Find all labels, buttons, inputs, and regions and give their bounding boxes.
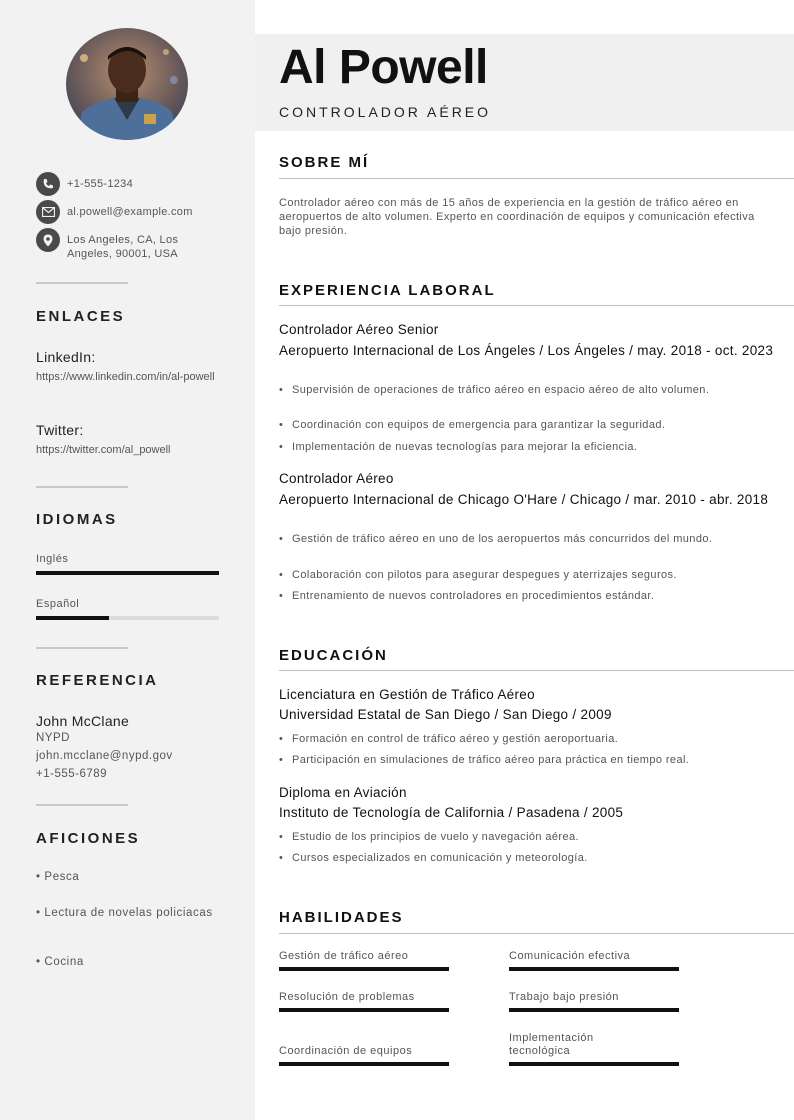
skill-bar <box>279 1062 449 1066</box>
language-bar-fill <box>36 616 109 620</box>
skill-name: Implementación tecnológica <box>509 1032 594 1057</box>
job-bullet: • Colaboración con pilotos para asegurar despegues y aterrizajes seguros. <box>279 568 762 582</box>
contact-address: Los Angeles, CA, Los Angeles, 90001, USA <box>67 234 179 260</box>
phone-icon <box>36 172 60 196</box>
education-title: EDUCACIÓN <box>279 647 388 664</box>
job-bullet: • Implementación de nuevas tecnologías para mejorar la eficiencia. <box>279 440 762 454</box>
twitter-label: Twitter: <box>36 422 84 438</box>
divider <box>36 804 128 806</box>
reference-phone[interactable]: +1-555-6789 <box>36 768 108 780</box>
degree-school: Instituto de Tecnología de California / Pasadena / 2005 <box>279 805 624 820</box>
degree-school: Universidad Estatal de San Diego / San Diego / 2009 <box>279 707 612 722</box>
degree-bullet: • Cursos especializados en comunicación y meteorología. <box>279 851 762 865</box>
degree-title: Licenciatura en Gestión de Tráfico Aéreo <box>279 687 535 702</box>
skill-name: Trabajo bajo presión <box>509 991 619 1003</box>
twitter-url[interactable]: https://twitter.com/al_powell <box>36 444 171 456</box>
reference-name: John McClane <box>36 713 130 729</box>
linkedin-label: LinkedIn: <box>36 349 96 365</box>
languages-title: IDIOMAS <box>36 511 118 528</box>
contact-email[interactable]: al.powell@example.com <box>67 206 193 218</box>
divider <box>36 486 128 488</box>
job-bullet: • Entrenamiento de nuevos controladores en procedimientos estándar. <box>279 589 762 603</box>
skill-name: Comunicación efectiva <box>509 950 631 962</box>
section-rule <box>279 670 794 671</box>
hobby-item: • Lectura de novelas policiacas <box>36 907 213 919</box>
skill-bar <box>279 1008 449 1012</box>
sidebar <box>0 0 255 1120</box>
skill-bar <box>279 967 449 971</box>
skill-name: Gestión de tráfico aéreo <box>279 950 409 962</box>
linkedin-url[interactable]: https://www.linkedin.com/in/al-powell <box>36 371 215 383</box>
degree-bullet: • Formación en control de tráfico aéreo y gestión aeroportuaria. <box>279 732 762 746</box>
hobby-item: • Cocina <box>36 956 84 968</box>
skill-name: Coordinación de equipos <box>279 1045 413 1057</box>
skill-bar <box>509 1008 679 1012</box>
job-org: Aeropuerto Internacional de Chicago O'Hare / Chicago / mar. 2010 - abr. 2018 <box>279 492 769 507</box>
reference-title: REFERENCIA <box>36 672 159 689</box>
reference-email[interactable]: john.mcclane@nypd.gov <box>36 750 173 762</box>
divider <box>36 282 128 284</box>
section-rule <box>279 933 794 934</box>
skills-title: HABILIDADES <box>279 909 404 926</box>
job-bullet: • Gestión de tráfico aéreo en uno de los aeropuertos más concurridos del mundo. <box>279 532 762 546</box>
main-content <box>255 0 794 1120</box>
contact-phone[interactable]: +1-555-1234 <box>67 178 133 190</box>
section-rule <box>279 305 794 306</box>
skill-name: Resolución de problemas <box>279 991 415 1003</box>
divider <box>36 647 128 649</box>
skill-bar <box>509 967 679 971</box>
person-role: CONTROLADOR AÉREO <box>279 104 492 120</box>
person-name: Al Powell <box>279 41 488 94</box>
job-bullet: • Supervisión de operaciones de tráfico aéreo en espacio aéreo de alto volumen. <box>279 383 762 397</box>
experience-title: EXPERIENCIA LABORAL <box>279 282 496 299</box>
links-title: ENLACES <box>36 308 126 325</box>
degree-bullet: • Participación en simulaciones de tráfico aéreo para práctica en tiempo real. <box>279 753 762 767</box>
degree-bullet: • Estudio de los principios de vuelo y navegación aérea. <box>279 830 762 844</box>
language-bar <box>36 616 219 620</box>
reference-org: NYPD <box>36 732 70 744</box>
language-bar <box>36 571 219 575</box>
email-icon <box>36 200 60 224</box>
degree-title: Diploma en Aviación <box>279 785 407 800</box>
section-rule <box>279 178 794 179</box>
language-bar-fill <box>36 571 219 575</box>
avatar <box>66 28 188 140</box>
about-text: Controlador aéreo con más de 15 años de experiencia en la gestión de tráfico aéreo en aeropuertos de alto volumen. Experto en coordinación de equipos y comunicación efectiva bajo presión. <box>279 197 755 237</box>
job-title: Controlador Aéreo <box>279 471 394 486</box>
language-name: Español <box>36 598 80 610</box>
hobby-item: • Pesca <box>36 871 80 883</box>
hobbies-title: AFICIONES <box>36 830 141 847</box>
job-bullet: • Coordinación con equipos de emergencia para garantizar la seguridad. <box>279 418 762 432</box>
about-title: SOBRE MÍ <box>279 154 370 171</box>
language-name: Inglés <box>36 553 69 565</box>
job-title: Controlador Aéreo Senior <box>279 322 439 337</box>
job-org: Aeropuerto Internacional de Los Ángeles / Los Ángeles / may. 2018 - oct. 2023 <box>279 343 774 358</box>
skill-bar <box>509 1062 679 1066</box>
profile-photo <box>66 28 188 140</box>
location-icon <box>36 228 60 252</box>
